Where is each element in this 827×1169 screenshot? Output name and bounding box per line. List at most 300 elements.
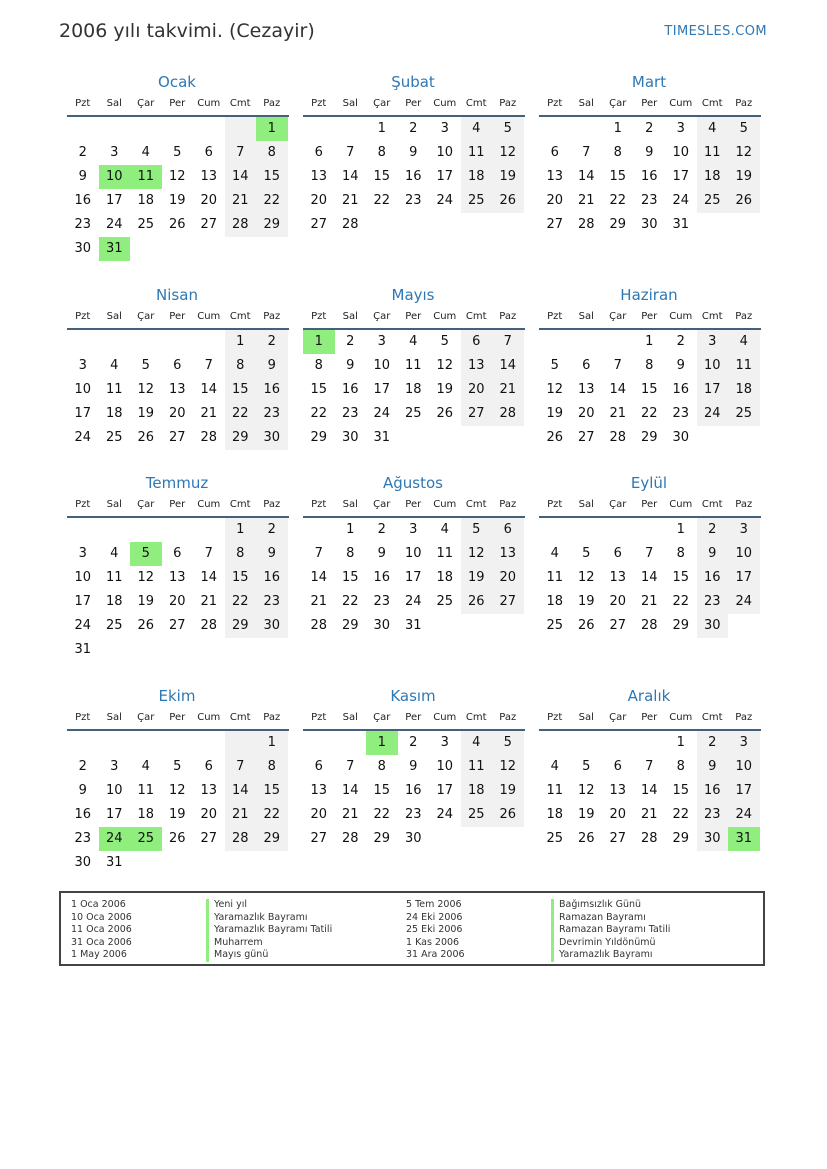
empty-cell bbox=[571, 117, 603, 141]
empty-cell bbox=[67, 518, 99, 542]
day-cell: 21 bbox=[640, 807, 658, 822]
day-grid bbox=[303, 117, 525, 237]
day-cell: 22 bbox=[609, 193, 627, 208]
day-cell: 2 bbox=[645, 121, 654, 136]
day-cell: 18 bbox=[404, 382, 422, 397]
day-cell: 11 bbox=[728, 354, 760, 378]
empty-cell bbox=[162, 518, 194, 542]
weekday-label: Per bbox=[405, 98, 422, 109]
day-cell: 16 bbox=[697, 779, 729, 803]
day-cell: 28 bbox=[310, 618, 328, 633]
day-cell: 6 bbox=[314, 145, 323, 160]
day-cell: 29 bbox=[640, 430, 658, 445]
day-cell: 20 bbox=[200, 807, 218, 822]
month-block bbox=[67, 473, 289, 662]
day-cell: 21 bbox=[341, 193, 359, 208]
empty-cell bbox=[162, 330, 194, 354]
day-cell: 6 bbox=[173, 358, 182, 373]
day-cell: 6 bbox=[461, 330, 493, 354]
day-cell: 9 bbox=[697, 542, 729, 566]
day-cell: 30 bbox=[256, 614, 288, 638]
day-cell: 1 bbox=[645, 334, 654, 349]
weekday-label: Pzt bbox=[547, 712, 563, 723]
month-name: Eylül bbox=[630, 474, 668, 492]
weekday-label: Cum bbox=[669, 98, 693, 109]
day-cell: 11 bbox=[461, 141, 493, 165]
day-cell: 27 bbox=[577, 430, 595, 445]
weekday-label: Cmt bbox=[701, 311, 723, 322]
day-cell: 11 bbox=[105, 570, 123, 585]
brand-link[interactable]: TIMESLES.COM bbox=[664, 24, 767, 39]
month-block bbox=[67, 686, 289, 875]
day-cell: 9 bbox=[409, 145, 418, 160]
weekday-label: Cmt bbox=[701, 499, 723, 510]
day-cell: 20 bbox=[546, 193, 564, 208]
empty-cell bbox=[130, 117, 162, 141]
day-cell: 12 bbox=[728, 141, 760, 165]
day-cell: 14 bbox=[640, 570, 658, 585]
day-cell: 26 bbox=[168, 217, 186, 232]
day-cell: 28 bbox=[640, 831, 658, 846]
day-cell: 29 bbox=[310, 430, 328, 445]
day-cell: 19 bbox=[461, 566, 493, 590]
day-cell: 23 bbox=[697, 803, 729, 827]
day-cell: 11 bbox=[697, 141, 729, 165]
day-cell: 4 bbox=[550, 759, 559, 774]
day-cell: 27 bbox=[200, 217, 218, 232]
day-cell: 20 bbox=[310, 193, 328, 208]
day-cell: 27 bbox=[310, 217, 328, 232]
day-cell: 2 bbox=[377, 522, 386, 537]
day-cell: 2 bbox=[697, 731, 729, 755]
day-cell: 17 bbox=[74, 594, 92, 609]
day-cell: 23 bbox=[373, 594, 391, 609]
day-cell: 26 bbox=[577, 831, 595, 846]
day-cell: 22 bbox=[640, 406, 658, 421]
weekday-header bbox=[67, 707, 289, 731]
weekday-label: Cmt bbox=[229, 712, 251, 723]
day-cell: 31 bbox=[105, 855, 123, 870]
day-cell: 27 bbox=[168, 618, 186, 633]
weekday-label: Cum bbox=[433, 311, 457, 322]
day-cell: 13 bbox=[609, 783, 627, 798]
day-cell: 8 bbox=[256, 755, 288, 779]
holiday-day-cell: 1 bbox=[256, 117, 288, 141]
empty-cell bbox=[571, 731, 603, 755]
weekday-label: Cmt bbox=[229, 311, 251, 322]
weekday-label: Cum bbox=[197, 712, 221, 723]
day-cell: 10 bbox=[373, 358, 391, 373]
day-cell: 21 bbox=[225, 189, 257, 213]
day-cell: 12 bbox=[492, 755, 524, 779]
empty-cell bbox=[193, 731, 225, 755]
day-cell: 22 bbox=[225, 402, 257, 426]
day-cell: 15 bbox=[373, 169, 391, 184]
holiday-day-cell: 1 bbox=[366, 731, 398, 755]
day-cell: 26 bbox=[461, 590, 493, 614]
legend-holiday-name: Ramazan Bayramı bbox=[551, 912, 670, 925]
day-cell: 19 bbox=[137, 406, 155, 421]
weekday-header bbox=[303, 306, 525, 330]
empty-cell bbox=[67, 330, 99, 354]
day-cell: 18 bbox=[461, 165, 493, 189]
day-cell: 2 bbox=[78, 759, 87, 774]
weekday-label: Paz bbox=[499, 712, 517, 723]
day-cell: 26 bbox=[546, 430, 564, 445]
empty-cell bbox=[539, 731, 571, 755]
empty-cell bbox=[99, 117, 131, 141]
day-cell: 20 bbox=[577, 406, 595, 421]
day-cell: 29 bbox=[672, 831, 690, 846]
weekday-header bbox=[303, 707, 525, 731]
weekday-label: Paz bbox=[263, 311, 281, 322]
day-cell: 1 bbox=[225, 518, 257, 542]
month-block bbox=[539, 686, 761, 851]
day-cell: 29 bbox=[373, 831, 391, 846]
day-cell: 20 bbox=[609, 594, 627, 609]
day-cell: 30 bbox=[404, 831, 422, 846]
day-cell: 4 bbox=[550, 546, 559, 561]
day-cell: 11 bbox=[546, 570, 564, 585]
day-cell: 22 bbox=[341, 594, 359, 609]
day-cell: 16 bbox=[74, 193, 92, 208]
weekday-header bbox=[539, 93, 761, 117]
month-name: Haziran bbox=[620, 286, 678, 304]
month-name: Kasım bbox=[390, 687, 436, 705]
day-cell: 24 bbox=[728, 803, 760, 827]
day-cell: 17 bbox=[373, 382, 391, 397]
day-cell: 3 bbox=[697, 330, 729, 354]
month-name: Ocak bbox=[158, 73, 196, 91]
day-cell: 16 bbox=[404, 783, 422, 798]
weekday-label: Sal bbox=[342, 712, 358, 723]
day-cell: 30 bbox=[373, 618, 391, 633]
holiday-day-cell: 11 bbox=[130, 165, 162, 189]
day-cell: 30 bbox=[697, 827, 729, 851]
weekday-label: Paz bbox=[263, 499, 281, 510]
day-cell: 22 bbox=[672, 807, 690, 822]
holiday-day-cell: 5 bbox=[130, 542, 162, 566]
day-cell: 26 bbox=[436, 406, 454, 421]
day-cell: 5 bbox=[173, 759, 182, 774]
day-cell: 13 bbox=[461, 354, 493, 378]
month-name: Ağustos bbox=[383, 474, 443, 492]
day-cell: 10 bbox=[105, 783, 123, 798]
day-cell: 12 bbox=[577, 783, 595, 798]
weekday-label: Pzt bbox=[75, 712, 91, 723]
day-cell: 10 bbox=[728, 542, 760, 566]
day-cell: 7 bbox=[225, 755, 257, 779]
weekday-label: Pzt bbox=[547, 98, 563, 109]
weekday-label: Per bbox=[405, 499, 422, 510]
day-cell: 16 bbox=[672, 382, 690, 397]
legend-names-left bbox=[206, 899, 332, 962]
day-cell: 13 bbox=[310, 783, 328, 798]
weekday-label: Cum bbox=[197, 499, 221, 510]
weekday-label: Cum bbox=[433, 499, 457, 510]
day-cell: 21 bbox=[200, 594, 218, 609]
day-cell: 8 bbox=[676, 546, 685, 561]
empty-cell bbox=[602, 518, 634, 542]
day-grid bbox=[539, 330, 761, 450]
day-cell: 20 bbox=[310, 807, 328, 822]
day-cell: 6 bbox=[204, 145, 213, 160]
day-cell: 20 bbox=[492, 566, 524, 590]
day-cell: 7 bbox=[225, 141, 257, 165]
day-cell: 7 bbox=[645, 759, 654, 774]
empty-cell bbox=[225, 731, 257, 755]
month-block bbox=[67, 285, 289, 450]
day-grid bbox=[539, 731, 761, 851]
day-cell: 4 bbox=[409, 334, 418, 349]
day-cell: 14 bbox=[225, 779, 257, 803]
legend-date: 31 Oca 2006 bbox=[71, 936, 132, 948]
day-cell: 5 bbox=[550, 358, 559, 373]
weekday-label: Per bbox=[169, 499, 186, 510]
day-cell: 24 bbox=[728, 590, 760, 614]
day-cell: 24 bbox=[697, 402, 729, 426]
day-cell: 17 bbox=[672, 169, 690, 184]
weekday-label: Çar bbox=[137, 311, 155, 322]
month-block bbox=[303, 72, 525, 237]
weekday-label: Cmt bbox=[701, 712, 723, 723]
day-cell: 26 bbox=[728, 189, 760, 213]
empty-cell bbox=[162, 117, 194, 141]
day-cell: 2 bbox=[78, 145, 87, 160]
day-grid bbox=[539, 117, 761, 237]
day-cell: 9 bbox=[256, 542, 288, 566]
empty-cell bbox=[335, 731, 367, 755]
day-grid bbox=[67, 117, 289, 261]
day-cell: 5 bbox=[728, 117, 760, 141]
day-cell: 16 bbox=[341, 382, 359, 397]
empty-cell bbox=[303, 518, 335, 542]
day-cell: 13 bbox=[168, 570, 186, 585]
day-cell: 28 bbox=[609, 430, 627, 445]
day-cell: 9 bbox=[409, 759, 418, 774]
day-cell: 25 bbox=[728, 402, 760, 426]
day-cell: 19 bbox=[577, 594, 595, 609]
day-cell: 5 bbox=[492, 117, 524, 141]
legend-holiday-name: Bağımsızlık Günü bbox=[551, 899, 670, 912]
day-cell: 21 bbox=[200, 406, 218, 421]
day-cell: 29 bbox=[225, 426, 257, 450]
weekday-label: Sal bbox=[578, 712, 594, 723]
weekday-label: Çar bbox=[373, 499, 391, 510]
day-cell: 25 bbox=[546, 618, 564, 633]
day-cell: 26 bbox=[168, 831, 186, 846]
day-cell: 23 bbox=[341, 406, 359, 421]
empty-cell bbox=[335, 117, 367, 141]
empty-cell bbox=[99, 330, 131, 354]
weekday-header bbox=[303, 494, 525, 518]
legend-holiday-name: Yeni yıl bbox=[206, 899, 332, 912]
legend-date: 10 Oca 2006 bbox=[71, 911, 132, 923]
day-cell: 4 bbox=[440, 522, 449, 537]
weekday-label: Çar bbox=[373, 98, 391, 109]
weekday-label: Çar bbox=[609, 311, 627, 322]
day-cell: 18 bbox=[546, 807, 564, 822]
day-cell: 14 bbox=[200, 382, 218, 397]
legend-date: 1 Kas 2006 bbox=[406, 936, 460, 948]
weekday-label: Paz bbox=[735, 499, 753, 510]
day-cell: 2 bbox=[676, 334, 685, 349]
day-cell: 29 bbox=[256, 827, 288, 851]
weekday-header bbox=[67, 306, 289, 330]
day-cell: 17 bbox=[404, 570, 422, 585]
day-cell: 3 bbox=[728, 518, 760, 542]
day-cell: 18 bbox=[546, 594, 564, 609]
day-cell: 24 bbox=[74, 430, 92, 445]
weekday-label: Cmt bbox=[229, 499, 251, 510]
day-cell: 2 bbox=[697, 518, 729, 542]
day-cell: 21 bbox=[609, 406, 627, 421]
day-cell: 6 bbox=[314, 759, 323, 774]
month-name: Mart bbox=[631, 73, 667, 91]
weekday-label: Pzt bbox=[311, 98, 327, 109]
empty-cell bbox=[303, 731, 335, 755]
day-cell: 14 bbox=[341, 783, 359, 798]
day-cell: 10 bbox=[697, 354, 729, 378]
day-grid bbox=[303, 731, 525, 851]
weekday-header bbox=[303, 93, 525, 117]
weekday-label: Çar bbox=[609, 499, 627, 510]
day-cell: 13 bbox=[200, 169, 218, 184]
day-cell: 28 bbox=[341, 217, 359, 232]
weekday-label: Per bbox=[405, 311, 422, 322]
day-cell: 14 bbox=[341, 169, 359, 184]
day-cell: 7 bbox=[582, 145, 591, 160]
day-cell: 1 bbox=[225, 330, 257, 354]
legend-dates-right bbox=[406, 899, 465, 962]
holiday-day-cell: 25 bbox=[130, 827, 162, 851]
day-cell: 24 bbox=[74, 618, 92, 633]
month-block bbox=[303, 473, 525, 638]
day-cell: 29 bbox=[256, 213, 288, 237]
weekday-label: Sal bbox=[342, 98, 358, 109]
weekday-label: Cum bbox=[669, 311, 693, 322]
day-cell: 27 bbox=[461, 402, 493, 426]
weekday-label: Çar bbox=[609, 712, 627, 723]
day-cell: 16 bbox=[74, 807, 92, 822]
day-cell: 2 bbox=[256, 330, 288, 354]
day-cell: 22 bbox=[672, 594, 690, 609]
day-cell: 21 bbox=[577, 193, 595, 208]
weekday-label: Pzt bbox=[311, 499, 327, 510]
month-block bbox=[539, 473, 761, 638]
day-cell: 2 bbox=[409, 735, 418, 750]
day-cell: 23 bbox=[74, 831, 92, 846]
day-cell: 1 bbox=[346, 522, 355, 537]
legend-date: 1 Oca 2006 bbox=[71, 899, 126, 910]
weekday-label: Pzt bbox=[75, 499, 91, 510]
day-cell: 8 bbox=[676, 759, 685, 774]
day-cell: 3 bbox=[110, 759, 119, 774]
weekday-label: Cum bbox=[433, 98, 457, 109]
day-cell: 9 bbox=[78, 783, 87, 798]
day-cell: 27 bbox=[609, 831, 627, 846]
day-cell: 8 bbox=[225, 354, 257, 378]
day-cell: 11 bbox=[461, 755, 493, 779]
day-cell: 5 bbox=[492, 731, 524, 755]
weekday-label: Çar bbox=[373, 712, 391, 723]
empty-cell bbox=[67, 731, 99, 755]
weekday-label: Sal bbox=[578, 311, 594, 322]
day-cell: 9 bbox=[645, 145, 654, 160]
legend-holiday-name: Yaramazlık Bayramı bbox=[551, 949, 670, 962]
weekday-label: Cum bbox=[197, 98, 221, 109]
weekday-label: Per bbox=[169, 311, 186, 322]
day-cell: 14 bbox=[609, 382, 627, 397]
day-cell: 9 bbox=[377, 546, 386, 561]
day-cell: 3 bbox=[78, 546, 87, 561]
day-cell: 28 bbox=[225, 213, 257, 237]
weekday-label: Cmt bbox=[465, 499, 487, 510]
day-cell: 9 bbox=[676, 358, 685, 373]
day-cell: 2 bbox=[346, 334, 355, 349]
day-cell: 15 bbox=[672, 570, 690, 585]
day-cell: 3 bbox=[676, 121, 685, 136]
weekday-label: Pzt bbox=[547, 499, 563, 510]
weekday-label: Sal bbox=[106, 712, 122, 723]
empty-cell bbox=[67, 117, 99, 141]
empty-cell bbox=[99, 731, 131, 755]
day-cell: 12 bbox=[168, 783, 186, 798]
empty-cell bbox=[193, 330, 225, 354]
day-cell: 12 bbox=[137, 382, 155, 397]
day-cell: 10 bbox=[74, 382, 92, 397]
empty-cell bbox=[193, 518, 225, 542]
day-cell: 18 bbox=[137, 193, 155, 208]
day-cell: 29 bbox=[672, 618, 690, 633]
day-cell: 29 bbox=[225, 614, 257, 638]
empty-cell bbox=[634, 518, 666, 542]
day-cell: 14 bbox=[225, 165, 257, 189]
day-cell: 6 bbox=[550, 145, 559, 160]
day-cell: 4 bbox=[461, 117, 493, 141]
weekday-label: Cmt bbox=[701, 98, 723, 109]
day-cell: 1 bbox=[613, 121, 622, 136]
empty-cell bbox=[303, 117, 335, 141]
month-block bbox=[303, 686, 525, 851]
day-cell: 7 bbox=[204, 358, 213, 373]
day-cell: 21 bbox=[310, 594, 328, 609]
weekday-label: Çar bbox=[137, 98, 155, 109]
weekday-label: Sal bbox=[342, 499, 358, 510]
day-cell: 29 bbox=[609, 217, 627, 232]
holiday-day-cell: 10 bbox=[99, 165, 131, 189]
day-cell: 7 bbox=[492, 330, 524, 354]
legend-date: 24 Eki 2006 bbox=[406, 911, 463, 923]
day-cell: 5 bbox=[141, 358, 150, 373]
month-name: Mayıs bbox=[391, 286, 435, 304]
day-cell: 10 bbox=[672, 145, 690, 160]
empty-cell bbox=[571, 330, 603, 354]
day-cell: 17 bbox=[74, 406, 92, 421]
day-cell: 28 bbox=[640, 618, 658, 633]
day-cell: 5 bbox=[440, 334, 449, 349]
day-cell: 22 bbox=[373, 807, 391, 822]
day-cell: 30 bbox=[341, 430, 359, 445]
month-name: Temmuz bbox=[145, 474, 209, 492]
day-cell: 11 bbox=[105, 382, 123, 397]
day-cell: 8 bbox=[377, 759, 386, 774]
day-cell: 30 bbox=[74, 241, 92, 256]
day-cell: 18 bbox=[105, 594, 123, 609]
day-cell: 1 bbox=[256, 731, 288, 755]
month-block bbox=[67, 72, 289, 261]
day-cell: 18 bbox=[697, 165, 729, 189]
